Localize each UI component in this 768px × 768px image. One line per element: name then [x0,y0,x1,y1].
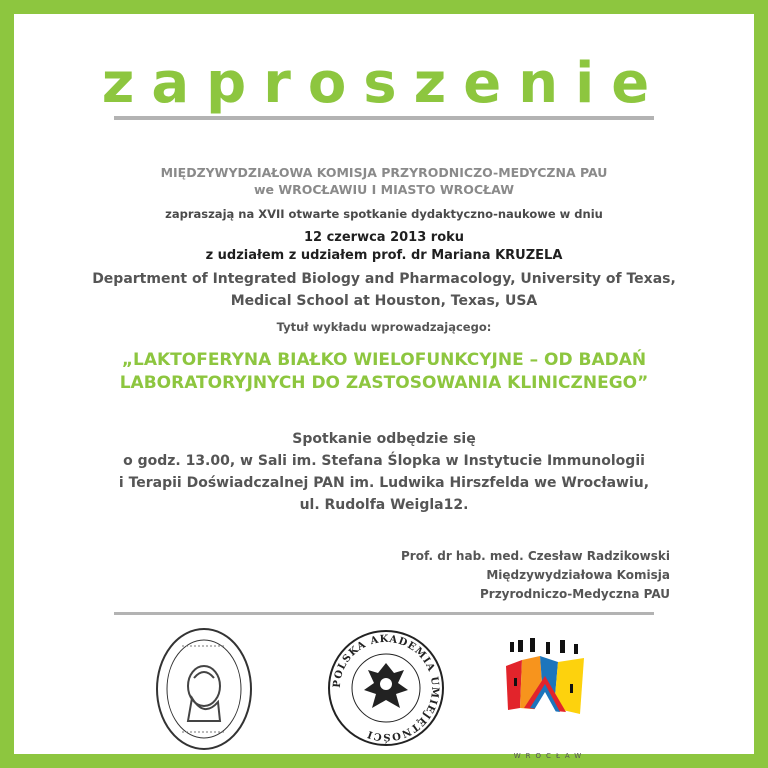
top-divider [114,116,654,120]
pau-seal-text: POLSKA AKADEMIA UMIEJĘTNOŚCI [331,633,441,743]
pau-seal-logo [326,628,446,748]
lecture-title-line-1: „LAKTOFERYNA BIAŁKO WIELOFUNKCYJNE – OD BADAŃ [121,350,647,370]
signature-name: Prof. dr hab. med. Czesław Radzikowski [400,549,670,563]
wroclaw-city-logo [500,638,600,762]
meeting-line-1: Spotkanie odbędzie się [292,431,476,447]
lecture-title-line-2: LABORATORYJNYCH DO ZASTOSOWANIA KLINICZNEGO” [119,373,649,393]
bottom-divider [114,612,654,615]
signature-line-2: Międzywydziałowa Komisja [486,568,670,582]
date-block [14,229,754,265]
speaker-line: z udziałem z udziałem prof. dr Mariana KRUZELA [205,248,563,263]
department-line-2: Medical School at Houston, Texas, USA [230,293,538,309]
organizer-block [14,164,754,198]
meeting-block [14,428,754,516]
meeting-line-4: ul. Rudolfa Weigla12. [299,497,469,513]
signature-block [401,547,670,604]
invite-text: zapraszają na XVII otwarte spotkanie dydaktyczno-naukowe w dniu [165,207,603,221]
institute-seal-logo [154,626,254,752]
date-line: 12 czerwca 2013 roku [303,230,465,245]
meeting-line-3: i Terapii Doświadczalnej PAN im. Ludwika Hirszfelda we Wrocławiu, [118,475,650,491]
meeting-line-2: o godz. 13.00, w Sali im. Stefana Ślopka w Instytucie Immunologii [123,453,645,469]
department-block [14,268,754,312]
lecture-label: Tytuł wykładu wprowadzającego: [276,320,492,334]
department-line-1: Department of Integrated Biology and Pharmacology, University of Texas, [92,271,676,287]
wroclaw-logo-text: WROCŁAW [513,752,587,760]
invitation-title: zaproszenie [101,51,667,116]
signature-line-3: Przyrodniczo-Medyczna PAU [479,587,670,601]
organizer-line-2: we WROCŁAWIU I MIASTO WROCŁAW [253,182,515,197]
lecture-title [14,349,754,395]
invitation-card [14,14,754,760]
organizer-line-1: MIĘDZYWYDZIAŁOWA KOMISJA PRZYRODNICZO-MEDYCZNA PAU [160,165,608,180]
